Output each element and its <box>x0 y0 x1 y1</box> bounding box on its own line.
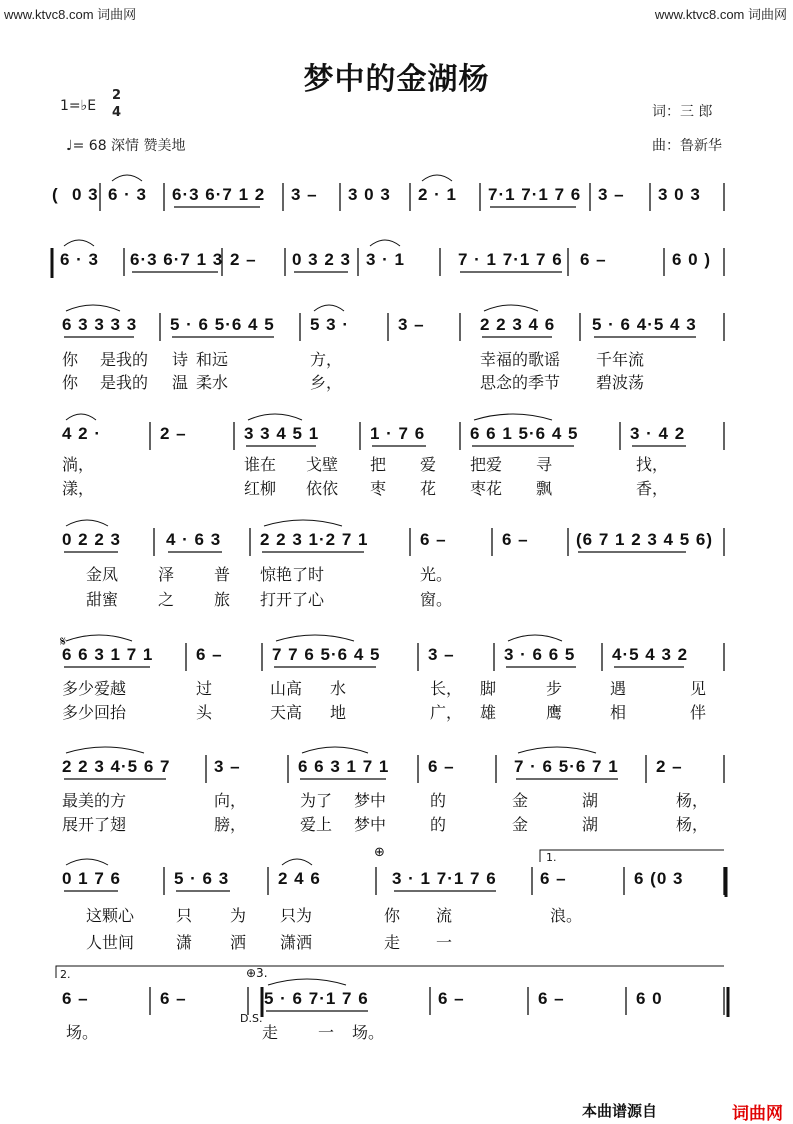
volta-1-label: 1. <box>546 851 557 864</box>
measure-notes: 6 0 <box>636 989 663 1008</box>
segno-sign: 𝄋 <box>60 634 67 650</box>
slur-arc <box>66 859 108 865</box>
lyric-verse-1: 见 <box>690 679 707 698</box>
lyric-verse-1: 幸福的歌谣 <box>480 350 561 369</box>
lyric-verse-2: 爱上 <box>300 815 333 834</box>
measure-notes: 2 – <box>656 757 683 776</box>
measure-notes: 6 · 3 <box>108 185 148 204</box>
lyric-verse-2: 思念的季节 <box>480 373 561 392</box>
measure-notes: 2 · 1 <box>418 185 458 204</box>
measure-notes: 3 0 3 <box>658 185 701 204</box>
measure-notes: 6 – <box>580 250 607 269</box>
measure-notes: 3 3 4 5 1 <box>244 424 320 443</box>
coda-sign: ⊕ <box>374 845 385 860</box>
lyric-verse-2: 飘 <box>536 479 553 498</box>
lyric-verse-1: 千年流 <box>596 350 645 369</box>
lyric-verse-1: 方， <box>310 350 343 369</box>
measure-notes: 3 · 4 2 <box>630 424 686 443</box>
measure-notes: 2 2 3 4 6 <box>480 315 556 334</box>
slur-arc <box>66 520 108 526</box>
measure-notes: 6 – <box>428 757 455 776</box>
measure-notes: 6 – <box>420 530 447 549</box>
measure-notes: 6 – <box>196 645 223 664</box>
ds-mark: D.S. <box>240 1012 263 1025</box>
lyric-verse-1: 流 <box>436 906 453 925</box>
measure-notes: 6 – <box>62 989 89 1008</box>
lyric-verse-2: 人世间 <box>86 933 135 952</box>
lyric-verse-2: 窗。 <box>420 590 453 609</box>
measure-notes: 3 · 6 6 5 <box>504 645 576 664</box>
lyric-verse-2: 你 <box>62 373 79 392</box>
measure-notes: 6·3 6·7 1 3 <box>130 250 224 269</box>
lyric-verse-2: 红柳 <box>244 479 277 498</box>
lyric-verse-1: 湖 <box>582 791 599 810</box>
composer: 曲：鲁新华 <box>652 138 722 154</box>
volta-2-label: 2. <box>60 968 71 981</box>
lyric-verse-1: 向， <box>214 791 247 810</box>
lyric-verse-1: 你 <box>384 906 401 925</box>
measure-notes: 6 (0 3 <box>634 869 684 888</box>
lyric-verse-2: 甜蜜 <box>86 590 119 609</box>
slur-arc <box>264 520 342 526</box>
measure-notes: (6 7 1 2 3 4 5 6) <box>576 530 714 549</box>
lyric-verse-2: 一 <box>436 933 453 952</box>
measure-notes: 5 · 6 7·1 7 6 <box>264 989 369 1008</box>
lyric-verse-1: 脚 <box>480 679 497 698</box>
lyric-verse-2: 湖 <box>582 815 599 834</box>
measure-notes: 3 · 1 7·1 7 6 <box>392 869 497 888</box>
measure-notes: 5 · 6 5·6 4 5 <box>170 315 275 334</box>
measure-notes: 7 · 6 5·6 7 1 <box>514 757 619 776</box>
lyric-verse-2: 走 <box>384 933 401 952</box>
lyric-verse-1: 把爱 <box>470 455 503 474</box>
measure-notes: 3 – <box>291 185 318 204</box>
lyric-verse-1: 谁在 <box>244 455 277 474</box>
measure-notes: 3 – <box>428 645 455 664</box>
measure-notes: 2 4 6 <box>278 869 321 888</box>
slur-arc <box>248 414 302 420</box>
lyric-verse-1: 把 <box>370 455 387 474</box>
time-sig-bottom: 4 <box>112 105 122 120</box>
lyric-verse-1: 梦中 <box>354 791 387 810</box>
lyric-verse-1: 只为 <box>280 906 313 925</box>
measure-notes: 4 2 · <box>62 424 102 443</box>
lyricist: 词：三 郎 <box>652 104 713 120</box>
slur-arc <box>66 414 96 420</box>
slur-arc <box>64 240 94 246</box>
lyric-verse-1: 过 <box>196 679 213 698</box>
measure-notes: 3 – <box>598 185 625 204</box>
site-watermark-left: www.ktvc8.com 词曲网 <box>4 7 137 22</box>
measure-notes: 5 3 · <box>310 315 350 334</box>
lyric-verse-2: 头 <box>196 703 213 722</box>
slur-arc <box>422 175 452 181</box>
lyric-verse-2: 鹰 <box>546 703 563 722</box>
measure-notes: 6 0 ) <box>672 250 712 269</box>
lyric-verse-1: 水 <box>330 679 347 698</box>
lyric-verse-2: 潇 <box>176 933 193 952</box>
lyric-verse-1: 遇 <box>610 679 627 698</box>
lyric-verse-1: 多少爱越 <box>62 679 127 698</box>
slur-arc <box>66 747 144 753</box>
lyric-verse-2: 相 <box>610 703 627 722</box>
lyric-verse-1: 长， <box>430 679 463 698</box>
measure-notes: 4 · 6 3 <box>166 530 222 549</box>
lyric-verse-1: 山高 <box>270 679 303 698</box>
tempo-mark: ♩= 68 深情 赞美地 <box>66 138 186 154</box>
coda-3-label: ⊕3. <box>246 966 268 980</box>
lyric-verse-2: 伴 <box>690 703 707 722</box>
measure-notes: 2 2 3 4·5 6 7 <box>62 757 171 776</box>
slur-arc <box>276 635 354 641</box>
lyric-verse-2: 碧波荡 <box>596 373 645 392</box>
lyric-verse-1: 是我的 <box>100 350 149 369</box>
slur-arc <box>66 305 120 311</box>
lyric-verse-2: 天高 <box>270 703 303 722</box>
lyric-verse-1: 杨， <box>676 791 709 810</box>
lyric-verse-2: 雄 <box>480 703 497 722</box>
measure-notes: 0 3 <box>72 185 99 204</box>
lyric-verse-1: 只 <box>176 906 193 925</box>
lyric-verse-2: 地 <box>330 703 347 722</box>
slur-arc <box>370 240 400 246</box>
lyric-verse-2: 梦中 <box>354 815 387 834</box>
measure-notes: 0 1 7 6 <box>62 869 121 888</box>
measure-notes: 2 – <box>230 250 257 269</box>
volta-1-bracket <box>540 850 724 862</box>
lyric-verse-2: 打开了心 <box>260 590 325 609</box>
lyric-verse-2: 枣 <box>370 479 387 498</box>
slur-arc <box>518 747 596 753</box>
lyric-verse-1: 爱 <box>420 455 437 474</box>
measure-notes: 6 6 3 1 7 1 <box>62 645 154 664</box>
lyric-verse-2: 花 <box>420 479 437 498</box>
lyric-verse-1: 诗 <box>172 350 189 369</box>
lyric-verse-2: 洒 <box>230 933 247 952</box>
lyric-verse-2: 广， <box>430 703 463 722</box>
measure-notes: 7·1 7·1 7 6 <box>488 185 582 204</box>
lyric-verse-1: 寻 <box>536 455 553 474</box>
slur-arc <box>66 635 132 641</box>
lyric-verse-1: 泽 <box>158 565 175 584</box>
source-label: 本曲谱源自 <box>582 1102 658 1120</box>
slur-arc <box>484 305 538 311</box>
slur-arc <box>474 414 552 420</box>
lyric-verse-1: 惊艳了时 <box>260 565 325 584</box>
site-watermark-right: www.ktvc8.com 词曲网 <box>654 7 787 22</box>
measure-notes: 3 – <box>214 757 241 776</box>
lyric-verse-2: 膀， <box>214 815 247 834</box>
measure-notes: 6 – <box>438 989 465 1008</box>
lyric-verse-2: 依依 <box>306 479 339 498</box>
measure-notes: 2 2 3 1·2 7 1 <box>260 530 369 549</box>
key-signature: 1=♭E <box>60 98 97 114</box>
measure-notes: 0 2 2 3 <box>62 530 121 549</box>
lyric-verse-2: 杨， <box>676 815 709 834</box>
lyric-verse-1: 找， <box>636 455 669 474</box>
lyric-verse-1: 场。 <box>352 1023 385 1042</box>
lyric-verse-1: 普 <box>214 565 231 584</box>
lyric-verse-1: 场。 <box>66 1023 99 1042</box>
measure-notes: 4·5 4 3 2 <box>612 645 689 664</box>
song-title: 梦中的金湖杨 <box>303 62 490 97</box>
measure-notes: 6 · 3 <box>60 250 100 269</box>
slur-arc <box>112 175 142 181</box>
lyric-verse-1: 金凤 <box>86 565 119 584</box>
lyric-verse-2: 柔水 <box>196 373 229 392</box>
slur-arc <box>268 979 346 985</box>
measure-notes: 3 · 1 <box>366 250 406 269</box>
lyric-verse-2: 漾， <box>62 479 95 498</box>
measure-notes: ( <box>52 185 59 204</box>
lyric-verse-1: 为了 <box>300 791 333 810</box>
lyric-verse-1: 这颗心 <box>86 906 135 925</box>
lyric-verse-1: 步 <box>546 679 563 698</box>
lyric-verse-1: 为 <box>230 906 247 925</box>
lyric-verse-2: 乡， <box>310 373 343 392</box>
measure-notes: 5 · 6 3 <box>174 869 230 888</box>
lyric-verse-2: 旅 <box>214 590 231 609</box>
lyric-verse-2: 金 <box>512 815 529 834</box>
measure-notes: 5 · 6 4·5 4 3 <box>592 315 697 334</box>
measure-notes: 7 7 6 5·6 4 5 <box>272 645 381 664</box>
measure-notes: 1 · 7 6 <box>370 424 426 443</box>
measure-notes: 6 6 3 1 7 1 <box>298 757 390 776</box>
slur-arc <box>282 859 312 865</box>
measure-notes: 6·3 6·7 1 2 <box>172 185 266 204</box>
measure-notes: 6 3 3 3 3 <box>62 315 138 334</box>
lyric-verse-1: 光。 <box>420 565 453 584</box>
lyric-verse-1: 戈壁 <box>306 455 339 474</box>
lyric-verse-1: 浪。 <box>550 906 583 925</box>
slur-arc <box>302 747 368 753</box>
lyric-verse-2: 的 <box>430 815 447 834</box>
lyric-verse-1: 金 <box>512 791 529 810</box>
lyric-verse-1: 和远 <box>196 350 229 369</box>
measure-notes: 3 0 3 <box>348 185 391 204</box>
lyric-verse-1: 最美的方 <box>62 791 127 810</box>
measure-notes: 6 – <box>538 989 565 1008</box>
measure-notes: 6 – <box>540 869 567 888</box>
time-sig-top: 2 <box>112 88 122 103</box>
measure-notes: 3 – <box>398 315 425 334</box>
slur-arc <box>314 305 344 311</box>
lyric-verse-1: 一 <box>318 1023 335 1042</box>
volta-2-bracket <box>56 966 724 978</box>
lyric-verse-2: 温 <box>172 373 189 392</box>
measure-notes: 6 – <box>502 530 529 549</box>
lyric-verse-1: 的 <box>430 791 447 810</box>
lyric-verse-2: 展开了翅 <box>62 815 127 834</box>
slur-arc <box>508 635 562 641</box>
lyric-verse-2: 香， <box>636 479 669 498</box>
lyric-verse-2: 之 <box>158 590 175 609</box>
measure-notes: 7 · 1 7·1 7 6 <box>458 250 563 269</box>
measure-notes: 6 – <box>160 989 187 1008</box>
lyric-verse-1: 淌， <box>62 455 95 474</box>
lyric-verse-2: 是我的 <box>100 373 149 392</box>
lyric-verse-1: 走 <box>262 1023 279 1042</box>
lyric-verse-2: 潇洒 <box>280 933 313 952</box>
measure-notes: 2 – <box>160 424 187 443</box>
lyric-verse-2: 多少回抬 <box>62 703 127 722</box>
measure-notes: 6 6 1 5·6 4 5 <box>470 424 579 443</box>
measure-notes: 0 3 2 3 <box>292 250 351 269</box>
lyric-verse-2: 枣花 <box>470 479 503 498</box>
brand-logo: 词曲网 <box>732 1104 783 1124</box>
lyric-verse-1: 你 <box>62 350 79 369</box>
